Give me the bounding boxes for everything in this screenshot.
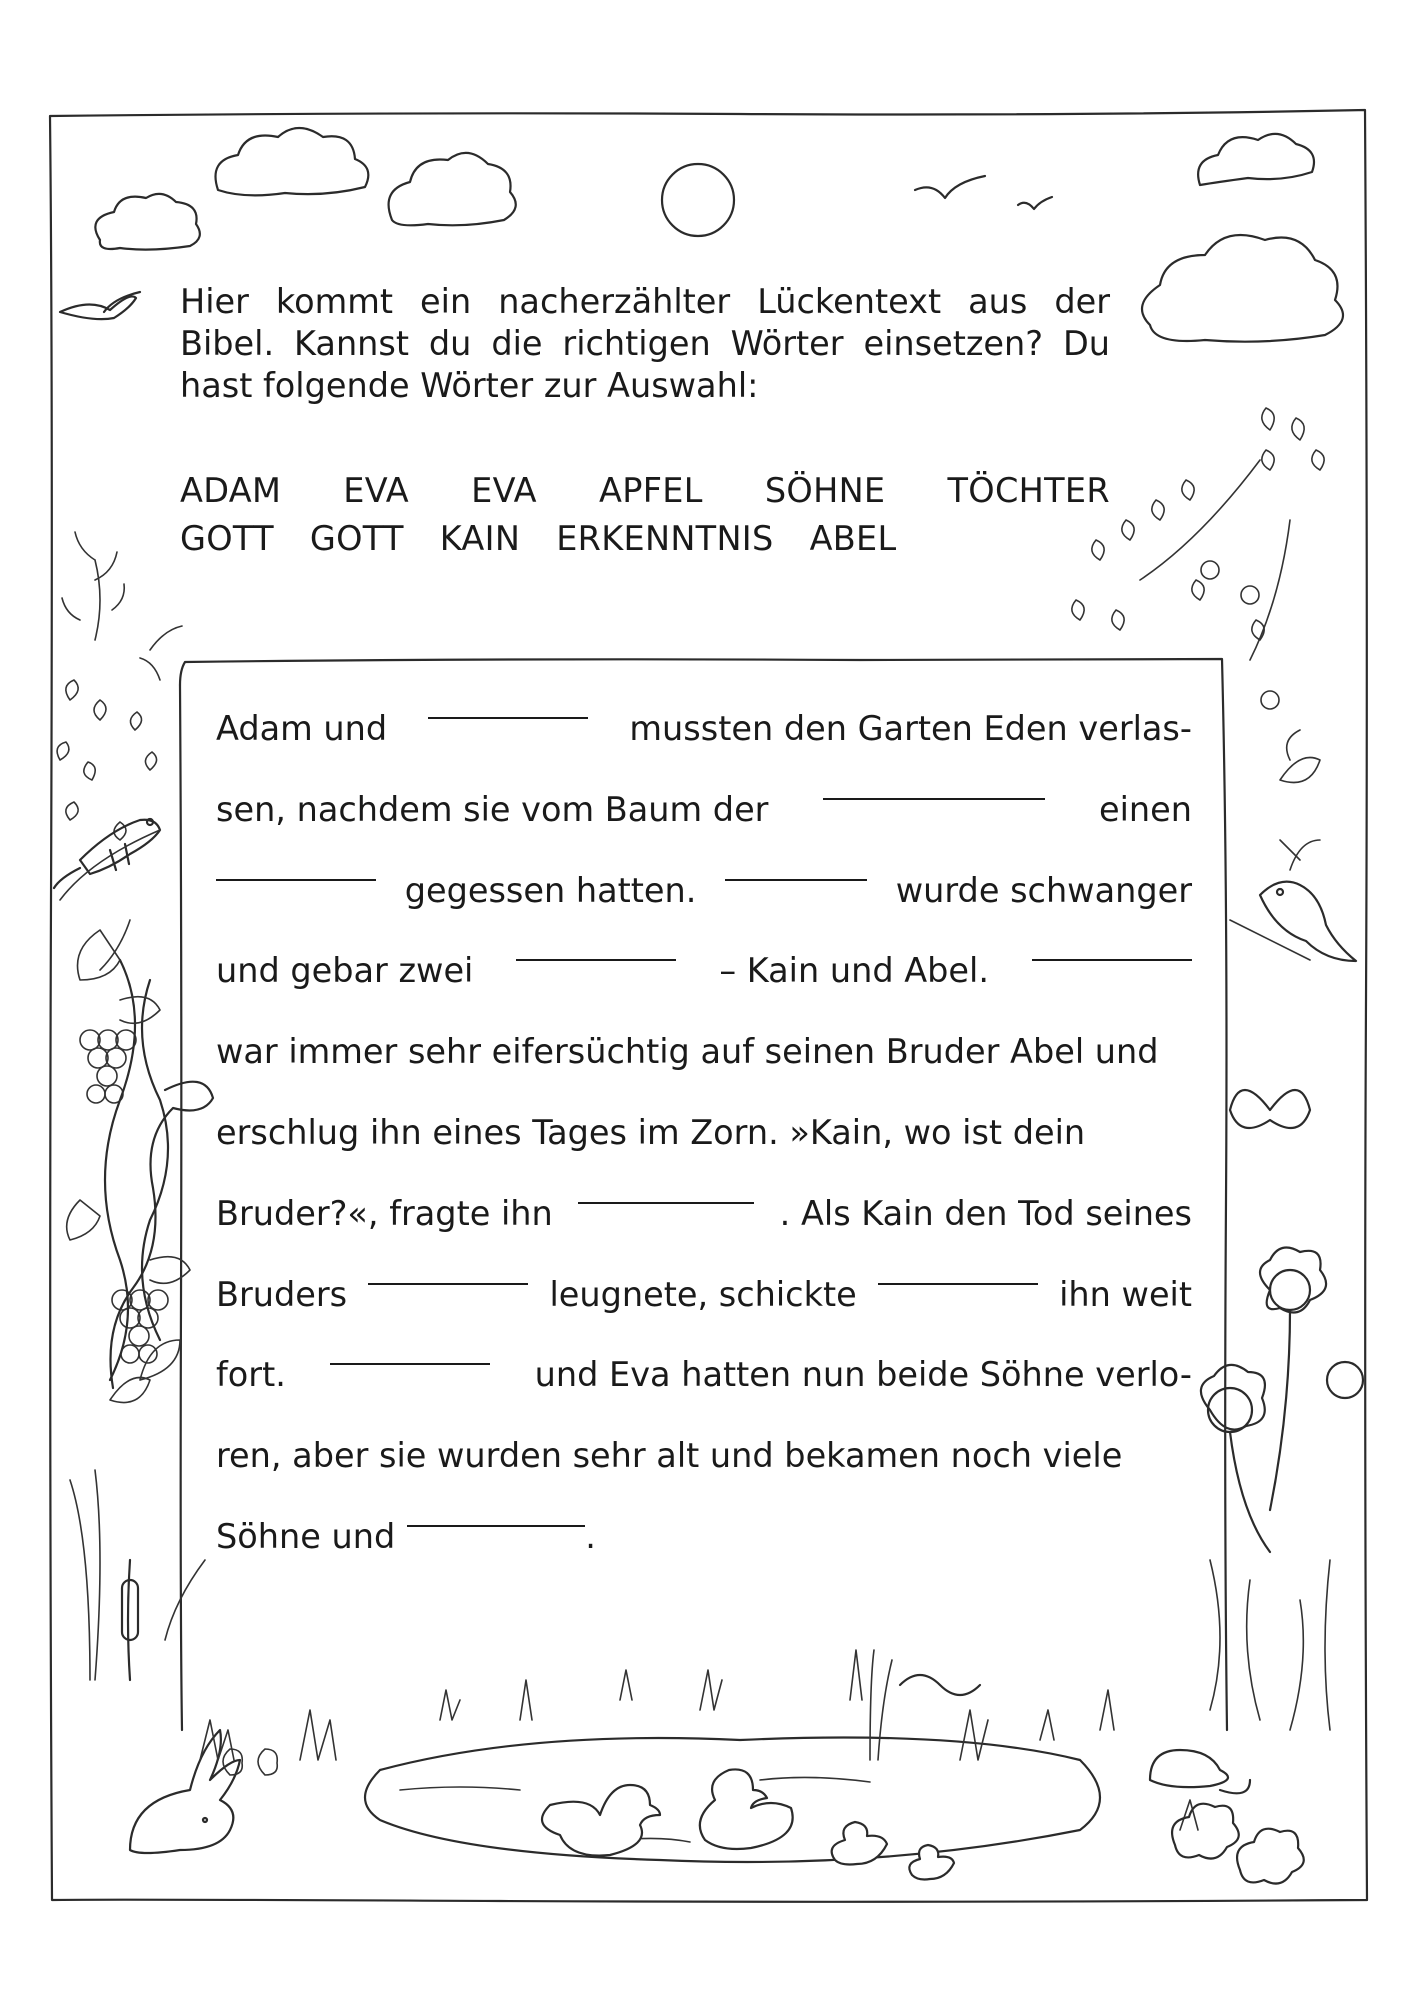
- answer-blank[interactable]: [407, 1497, 585, 1527]
- answer-blank[interactable]: [725, 851, 867, 881]
- story-line: [216, 931, 1192, 1012]
- duck-icon: [542, 1785, 660, 1856]
- duck-icon: [700, 1769, 793, 1849]
- left-vine-decoration: [54, 532, 213, 1680]
- answer-blank[interactable]: [578, 1174, 754, 1204]
- cloud-icon: [216, 128, 369, 195]
- story-text: gegessen hatten.: [404, 870, 697, 910]
- story-text: einen: [1099, 789, 1192, 829]
- seagull-icon: [60, 292, 140, 319]
- word-bank-item: KAIN: [439, 519, 521, 558]
- story-line: [216, 1416, 1192, 1497]
- cloud-icon: [1198, 134, 1314, 185]
- answer-blank[interactable]: [216, 851, 376, 881]
- word-bank: [180, 467, 1110, 563]
- word-bank-row-2: [180, 515, 1110, 563]
- cloze-story: [216, 689, 1192, 1578]
- word-bank-item: ADAM: [180, 471, 282, 510]
- answer-blank[interactable]: [878, 1255, 1038, 1285]
- answer-blank[interactable]: [516, 931, 676, 961]
- mouse-icon: [1150, 1750, 1250, 1793]
- story-line: [216, 770, 1192, 851]
- word-bank-item: GOTT: [309, 519, 404, 558]
- cloud-icon: [1142, 235, 1343, 342]
- pond-scene: [130, 1650, 1304, 1884]
- answer-blank[interactable]: [428, 689, 588, 719]
- sun-icon: [662, 164, 734, 236]
- word-bank-item: ABEL: [809, 519, 897, 558]
- word-bank-item: TÖCHTER: [947, 471, 1110, 510]
- answer-blank[interactable]: [823, 770, 1045, 800]
- story-text: .: [585, 1516, 596, 1556]
- intro-text: Hier kommt ein nacherzählter Lückentext aus der Bibel. Kannst du die richtigen Wörter einsetzen? Du hast folgende Wörter zur Auswahl:: [180, 282, 1110, 405]
- bunny-icon: [130, 1730, 240, 1853]
- word-bank-item: EVA: [343, 471, 410, 510]
- story-line: [216, 1093, 1192, 1174]
- story-text: – Kain und Abel.: [719, 951, 989, 991]
- answer-blank[interactable]: [1032, 931, 1192, 961]
- bird-icon: [915, 176, 985, 198]
- story-text: ren, aber sie wurden sehr alt und bekamen noch viele: [216, 1436, 1123, 1476]
- story-text: erschlug ihn eines Tages im Zorn. »Kain, wo ist dein: [216, 1112, 1086, 1152]
- word-bank-item: APFEL: [599, 471, 703, 510]
- story-text: Bruders: [216, 1274, 348, 1314]
- story-line: [216, 1335, 1192, 1416]
- cloud-icon: [389, 153, 516, 225]
- story-text: . Als Kain den Tod seines: [779, 1193, 1192, 1233]
- story-text: ihn weit: [1059, 1274, 1192, 1314]
- story-line: [216, 689, 1192, 770]
- word-bank-item: ERKENNTNIS: [556, 519, 774, 558]
- story-text: fort.: [216, 1355, 286, 1395]
- word-bank-item: SÖHNE: [764, 471, 886, 510]
- story-text: Söhne und: [216, 1516, 396, 1556]
- word-bank-row-1: [180, 467, 1110, 515]
- bird-icon: [1018, 197, 1052, 209]
- story-text: wurde schwanger: [895, 870, 1192, 910]
- answer-blank[interactable]: [368, 1255, 528, 1285]
- butterfly-icon: [1230, 1090, 1310, 1128]
- story-text: Adam und: [216, 709, 388, 748]
- word-bank-item: GOTT: [180, 519, 274, 558]
- story-line: [216, 851, 1192, 932]
- answer-blank[interactable]: [330, 1335, 490, 1365]
- story-text: leugnete, schickte: [549, 1274, 857, 1314]
- intro-paragraph: [180, 281, 1110, 407]
- story-text: Bruder?«, fragte ihn: [216, 1193, 553, 1233]
- story-line: [216, 1174, 1192, 1255]
- story-text: war immer sehr eifersüchtig auf seinen Bruder Abel und: [216, 1032, 1159, 1072]
- story-line: [216, 1497, 1192, 1578]
- cloud-icon: [95, 194, 200, 250]
- story-line: [216, 1255, 1192, 1336]
- worm-icon: [900, 1675, 980, 1695]
- story-line: [216, 1012, 1192, 1093]
- story-text: und gebar zwei: [216, 951, 474, 991]
- story-text: und Eva hatten nun beide Söhne verlo-: [534, 1355, 1192, 1395]
- story-text: sen, nachdem sie vom Baum der: [216, 789, 769, 829]
- story-text: mussten den Garten Eden verlas-: [629, 709, 1192, 748]
- word-bank-item: EVA: [471, 471, 537, 510]
